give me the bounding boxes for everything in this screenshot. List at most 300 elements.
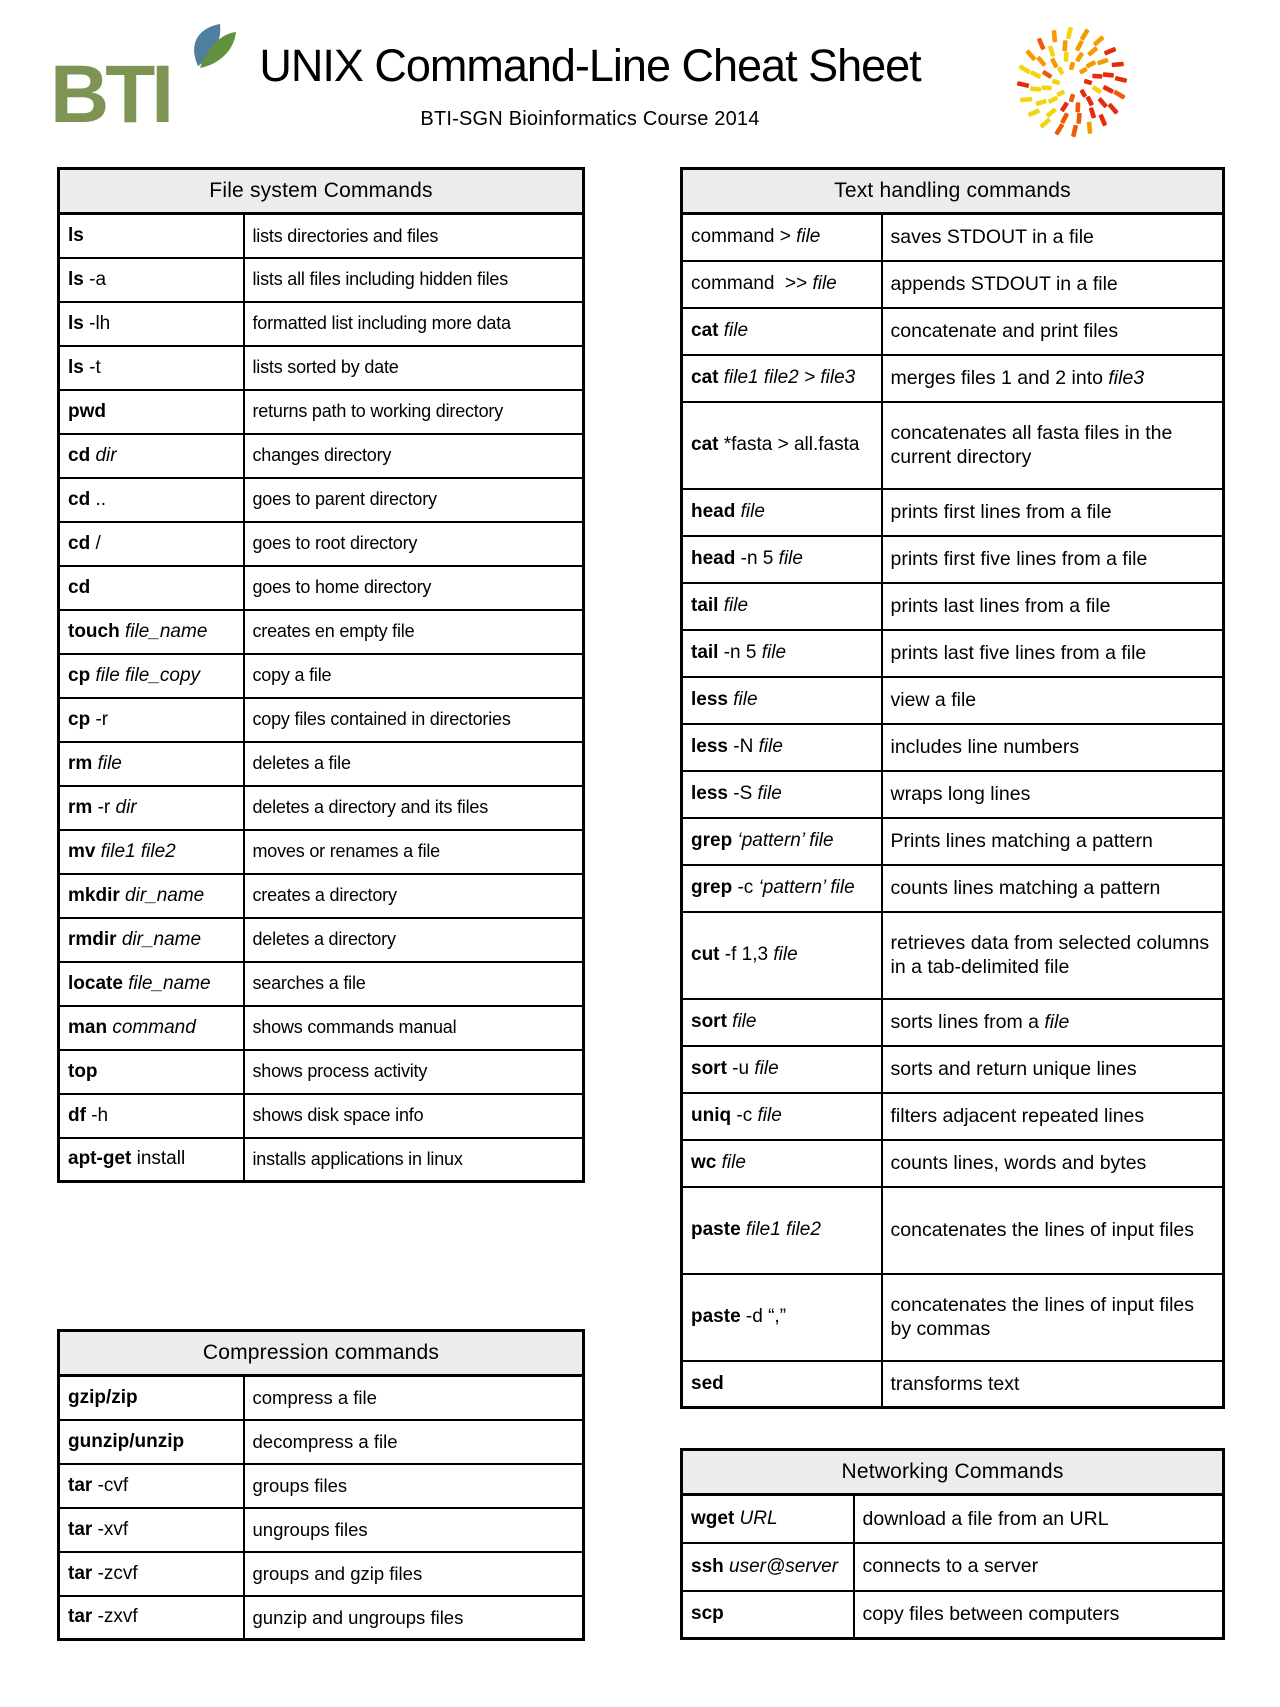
command-cell	[682, 1543, 854, 1591]
sunburst-dash	[1037, 37, 1046, 50]
command-name: cd	[68, 532, 91, 554]
table-row	[59, 1596, 584, 1640]
bti-logo	[50, 24, 250, 128]
table-row	[682, 1495, 1224, 1543]
description-cell	[244, 610, 584, 654]
description-cell	[882, 214, 1224, 261]
table-row	[682, 489, 1224, 536]
table-row	[59, 1138, 584, 1182]
command-argument: file1 file2	[95, 840, 176, 862]
table-row	[59, 654, 584, 698]
sunburst-dash	[1056, 89, 1065, 97]
description-cell	[882, 999, 1224, 1046]
command-name: cd	[68, 444, 91, 466]
command-name: less	[691, 783, 728, 805]
command-cell	[59, 1420, 244, 1464]
description-cell	[882, 1046, 1224, 1093]
description-cell	[244, 1376, 584, 1420]
command-name: paste	[691, 1219, 741, 1241]
description-cell	[244, 522, 584, 566]
command-argument: file file_copy	[90, 664, 201, 686]
description-cell	[882, 355, 1224, 402]
command-cell	[682, 1187, 882, 1274]
command-cell	[682, 1591, 854, 1639]
command-flag: transforms text	[890, 1372, 1020, 1395]
command-cell	[59, 1094, 244, 1138]
command-flag: counts lines, words and bytes	[890, 1151, 1147, 1174]
table-row	[59, 1508, 584, 1552]
description-cell	[882, 1140, 1224, 1187]
sunburst-dash	[1052, 79, 1061, 86]
description-cell	[854, 1591, 1224, 1639]
description-cell	[882, 402, 1224, 489]
command-name: uniq	[691, 1105, 732, 1127]
description-cell	[244, 1464, 584, 1508]
table-row	[59, 214, 584, 258]
command-flag: copy a file	[252, 665, 332, 686]
sunburst-dash	[1048, 45, 1056, 57]
sunburst-dash	[1076, 113, 1082, 124]
command-flag: ..	[90, 488, 107, 510]
command-name: cd	[68, 488, 91, 510]
table-row	[59, 962, 584, 1006]
sunburst-dash	[1087, 46, 1098, 57]
description-cell	[882, 1093, 1224, 1140]
sunburst-dash	[1112, 62, 1124, 68]
command-cell	[59, 1006, 244, 1050]
command-name: sed	[691, 1372, 724, 1394]
command-flag: prints first five lines from a file	[890, 547, 1148, 570]
command-cell	[59, 1508, 244, 1552]
command-flag: creates en empty file	[252, 621, 415, 642]
command-flag: sorts lines from a	[890, 1010, 1045, 1033]
command-argument: file	[726, 1011, 757, 1033]
table-title: Compression commands	[59, 1331, 584, 1376]
table-row	[682, 818, 1224, 865]
table-row	[59, 258, 584, 302]
command-flag: goes to parent directory	[252, 489, 437, 510]
sunburst-dash	[1092, 74, 1102, 79]
table-row	[59, 566, 584, 610]
command-name: wc	[691, 1152, 717, 1174]
sunburst-dash	[1039, 117, 1051, 128]
description-cell	[244, 566, 584, 610]
command-argument: file	[752, 783, 782, 805]
command-name: man	[68, 1016, 108, 1038]
command-cell	[682, 818, 882, 865]
description-cell	[882, 630, 1224, 677]
table-row	[682, 1274, 1224, 1361]
command-name: paste	[691, 1306, 741, 1328]
table-row	[682, 1361, 1224, 1408]
command-flag: ungroups files	[252, 1518, 368, 1540]
command-name: rm	[68, 796, 93, 818]
description-cell	[244, 1596, 584, 1640]
table-row	[682, 865, 1224, 912]
command-cell	[59, 390, 244, 434]
command-flag: -c	[731, 1105, 753, 1127]
command-flag: -r	[92, 796, 111, 818]
sunburst-dash	[1036, 56, 1047, 67]
sunburst-dash	[1075, 52, 1084, 63]
sunburst-dash	[1017, 81, 1030, 88]
command-argument: file	[749, 1058, 779, 1080]
right-column	[680, 167, 1225, 1640]
sunburst-dash	[1057, 66, 1065, 75]
description-cell	[882, 865, 1224, 912]
sunburst-dash	[1093, 35, 1105, 46]
command-name: head	[691, 501, 736, 523]
command-name: cut	[691, 944, 720, 966]
description-cell	[882, 677, 1224, 724]
command-flag: *fasta > all.fasta	[718, 434, 860, 456]
command-name: tar	[68, 1562, 93, 1584]
sunburst-dash	[1069, 62, 1076, 71]
description-cell	[244, 1050, 584, 1094]
command-flag: -a	[83, 268, 107, 290]
sunburst-dash	[1020, 97, 1032, 103]
command-cell	[59, 1464, 244, 1508]
sunburst-dash	[1030, 86, 1041, 92]
command-argument: file	[796, 226, 821, 248]
command-cell	[682, 1140, 882, 1187]
command-argument: dir_name	[119, 884, 205, 906]
command-flag: decompress a file	[252, 1430, 398, 1452]
command-flag: view a file	[890, 688, 977, 711]
command-flag: installs applications in linux	[252, 1149, 463, 1169]
command-flag: deletes a directory and its files	[252, 797, 489, 818]
command-cell	[59, 1376, 244, 1420]
command-flag: lists sorted by date	[252, 357, 399, 378]
command-cell	[682, 724, 882, 771]
command-cell	[682, 261, 882, 308]
description-cell	[244, 1508, 584, 1552]
command-name: apt-get	[68, 1148, 132, 1170]
table-title: Text handling commands	[682, 169, 1224, 214]
command-flag: shows process activity	[252, 1061, 428, 1082]
description-cell	[882, 536, 1224, 583]
command-cell	[59, 1138, 244, 1182]
command-argument: URL	[734, 1507, 778, 1529]
sunburst-dash	[1018, 64, 1031, 74]
table-row	[59, 918, 584, 962]
table-row	[682, 1046, 1224, 1093]
command-cell	[59, 962, 244, 1006]
command-name: head	[691, 548, 736, 570]
command-argument: file	[752, 1105, 782, 1127]
command-flag: retrieves data from selected columns in a tab-delimited file	[890, 931, 1210, 978]
command-name: pwd	[68, 400, 106, 422]
command-name: less	[691, 689, 728, 711]
table-row	[59, 1552, 584, 1596]
description-cell	[244, 698, 584, 742]
description-cell	[882, 912, 1224, 999]
description-cell	[244, 1138, 584, 1182]
command-name: sort	[691, 1058, 727, 1080]
command-flag: prints last lines from a file	[890, 594, 1111, 617]
command-cell	[682, 999, 882, 1046]
command-flag: copy files contained in directories	[252, 709, 511, 730]
sunburst-dash	[1050, 57, 1059, 68]
command-flag: moves or renames a file	[252, 841, 440, 862]
command-flag: saves STDOUT in a file	[890, 226, 1094, 249]
table-row	[59, 1006, 584, 1050]
command-flag: command >>	[691, 273, 813, 295]
command-flag: Prints lines matching a pattern	[890, 829, 1153, 852]
command-flag: goes to root directory	[252, 533, 418, 554]
command-cell	[682, 536, 882, 583]
command-argument: file	[92, 752, 122, 774]
command-flag: wraps long lines	[890, 782, 1031, 805]
sunburst-dash	[1075, 102, 1080, 112]
command-flag: prints first lines from a file	[890, 500, 1112, 523]
description-cell	[244, 258, 584, 302]
sunburst-dash	[1085, 96, 1094, 107]
command-flag: -zxvf	[92, 1606, 138, 1628]
command-argument: file	[812, 273, 837, 295]
table-row	[59, 346, 584, 390]
command-flag: counts lines matching a pattern	[890, 876, 1161, 899]
command-cell	[682, 1046, 882, 1093]
description-cell	[244, 1420, 584, 1464]
command-argument: file	[773, 548, 803, 570]
command-name: ls	[68, 268, 84, 290]
command-argument: ‘pattern’ file	[753, 877, 855, 899]
sunburst-dash	[1066, 27, 1073, 40]
command-argument: file	[718, 595, 749, 617]
table-row	[59, 1464, 584, 1508]
command-flag: returns path to working directory	[252, 401, 504, 422]
sunburst-dash	[1035, 99, 1047, 107]
sunburst-dash	[1025, 49, 1036, 61]
command-cell	[682, 355, 882, 402]
command-name: top	[68, 1060, 98, 1082]
table-row	[682, 261, 1224, 308]
table-row	[682, 677, 1224, 724]
command-flag: lists directories and files	[252, 225, 439, 246]
command-cell	[682, 912, 882, 999]
description-cell	[882, 724, 1224, 771]
sunburst-dash	[1071, 125, 1078, 138]
sunburst-dash	[1075, 40, 1084, 52]
command-argument: user@server	[723, 1555, 839, 1577]
command-flag: connects to a server	[862, 1555, 1039, 1578]
command-name: less	[691, 736, 728, 758]
description-cell	[244, 830, 584, 874]
description-cell	[244, 1552, 584, 1596]
command-name: cd	[68, 576, 91, 598]
command-flag: -n 5	[718, 642, 757, 664]
command-flag: -f 1,3	[719, 944, 769, 966]
command-flag: gunzip and ungroups files	[252, 1606, 464, 1628]
command-flag: deletes a file	[252, 753, 351, 774]
sunburst-dash	[1046, 107, 1057, 118]
command-flag: install	[131, 1148, 186, 1170]
command-cell	[59, 522, 244, 566]
table-title: Networking Commands	[682, 1450, 1224, 1495]
sunburst-dash	[1089, 107, 1097, 119]
sunburst-dash	[1104, 47, 1117, 56]
command-flag: groups files	[252, 1474, 348, 1496]
command-flag: -u	[726, 1058, 750, 1080]
command-cell	[682, 630, 882, 677]
command-cell	[682, 677, 882, 724]
command-cell	[682, 308, 882, 355]
table-row	[59, 390, 584, 434]
sunburst-dash	[1097, 58, 1109, 66]
command-flag: concatenates the lines of input files by commas	[890, 1293, 1195, 1340]
command-flag: deletes a directory	[252, 929, 396, 950]
command-name: cat	[691, 434, 719, 456]
command-name: mv	[68, 840, 96, 862]
description-cell	[882, 1274, 1224, 1361]
command-flag: filters adjacent repeated lines	[890, 1104, 1145, 1127]
sunburst-dash	[1098, 114, 1107, 127]
table-row	[682, 630, 1224, 677]
command-argument: command	[107, 1016, 196, 1038]
command-cell	[59, 1050, 244, 1094]
command-argument: file_name	[119, 620, 208, 642]
description-cell	[882, 1361, 1224, 1408]
command-flag: searches a file	[252, 973, 366, 994]
command-cell	[682, 583, 882, 630]
command-flag: -n 5	[735, 548, 774, 570]
table-networking	[680, 1448, 1225, 1640]
command-flag: -c	[732, 877, 754, 899]
command-name: ls	[68, 312, 84, 334]
command-name: tail	[691, 595, 719, 617]
command-cell	[59, 1552, 244, 1596]
table-row	[59, 698, 584, 742]
command-argument: file	[768, 944, 798, 966]
command-flag: download a file from an URL	[862, 1507, 1109, 1530]
command-flag: copy files between computers	[862, 1603, 1120, 1626]
command-flag: groups and gzip files	[252, 1562, 423, 1584]
command-cell	[59, 434, 244, 478]
bti-logo-graphic	[50, 24, 250, 128]
sunburst-dash	[1042, 85, 1052, 90]
command-cell	[59, 786, 244, 830]
command-cell	[59, 258, 244, 302]
command-flag: changes directory	[252, 445, 392, 466]
table-row	[59, 1420, 584, 1464]
table-row	[682, 536, 1224, 583]
description-cell	[854, 1495, 1224, 1543]
description-cell	[244, 742, 584, 786]
sunburst-dash	[1062, 40, 1068, 51]
command-cell	[59, 478, 244, 522]
command-flag: compress a file	[252, 1387, 377, 1409]
sunburst-dash	[1069, 94, 1076, 103]
command-argument: file	[753, 736, 783, 758]
description-cell	[854, 1543, 1224, 1591]
table-row	[682, 583, 1224, 630]
command-name: cat	[691, 320, 719, 342]
table-filesys	[57, 167, 585, 1183]
command-flag: -xvf	[92, 1518, 129, 1540]
command-flag: concatenate and print files	[890, 319, 1119, 342]
description-cell	[244, 478, 584, 522]
table-row	[59, 610, 584, 654]
table-row	[682, 1187, 1224, 1274]
command-name: cp	[68, 664, 91, 686]
command-argument: dir	[90, 444, 117, 466]
command-cell	[682, 865, 882, 912]
table-row	[59, 522, 584, 566]
command-flag: prints last five lines from a file	[890, 641, 1147, 664]
table-row	[59, 1376, 584, 1420]
command-name: locate	[68, 972, 123, 994]
description-cell	[244, 1006, 584, 1050]
description-cell	[244, 654, 584, 698]
command-name: cp	[68, 708, 91, 730]
command-flag: concatenates all fasta files in the current directory	[890, 421, 1173, 468]
description-cell	[244, 302, 584, 346]
description-cell	[882, 308, 1224, 355]
description-cell	[244, 962, 584, 1006]
command-flag: -S	[727, 783, 753, 805]
table-row	[59, 1050, 584, 1094]
command-argument: file3	[1108, 366, 1145, 389]
description-cell	[882, 583, 1224, 630]
sunburst-dash	[1102, 85, 1114, 94]
command-flag: -h	[85, 1104, 109, 1126]
command-argument: file	[735, 501, 765, 523]
description-cell	[244, 786, 584, 830]
command-name: cat	[691, 367, 719, 389]
sunburst-dash	[1087, 122, 1093, 134]
description-cell	[244, 346, 584, 390]
command-argument: file1 file2	[740, 1219, 821, 1241]
left-column	[57, 167, 585, 1641]
page-title: UNIX Command-Line Cheat Sheet	[259, 40, 921, 91]
command-flag: -r	[90, 708, 109, 730]
command-argument: file	[727, 689, 758, 711]
command-cell	[59, 566, 244, 610]
sunburst-dash	[1052, 30, 1058, 42]
command-name: tar	[68, 1606, 93, 1628]
sunburst-dash	[1064, 52, 1069, 62]
command-flag: merges files 1 and 2 into	[890, 366, 1109, 389]
table-row	[59, 434, 584, 478]
table-row	[682, 912, 1224, 999]
command-name: mkdir	[68, 884, 120, 906]
command-cell	[682, 214, 882, 261]
title-block	[240, 40, 940, 131]
command-flag: shows commands manual	[252, 1017, 457, 1038]
command-flag: goes to home directory	[252, 577, 432, 598]
command-argument: dir	[110, 796, 137, 818]
command-argument: file	[718, 320, 749, 342]
command-cell	[59, 698, 244, 742]
command-cell	[59, 214, 244, 258]
table-row	[682, 1543, 1224, 1591]
table-row	[59, 1094, 584, 1138]
command-name: wget	[691, 1507, 735, 1529]
command-name: grep	[691, 830, 733, 852]
table-row	[682, 724, 1224, 771]
table-title: File system Commands	[59, 169, 584, 214]
command-flag: lists all files including hidden files	[252, 269, 509, 290]
command-flag: -t	[83, 356, 101, 378]
table-row	[682, 1093, 1224, 1140]
command-argument: dir_name	[116, 928, 202, 950]
command-cell	[59, 654, 244, 698]
table-row	[682, 214, 1224, 261]
table-row	[682, 1591, 1224, 1639]
sunburst-dash	[1054, 123, 1064, 136]
command-argument: file	[1044, 1010, 1070, 1033]
